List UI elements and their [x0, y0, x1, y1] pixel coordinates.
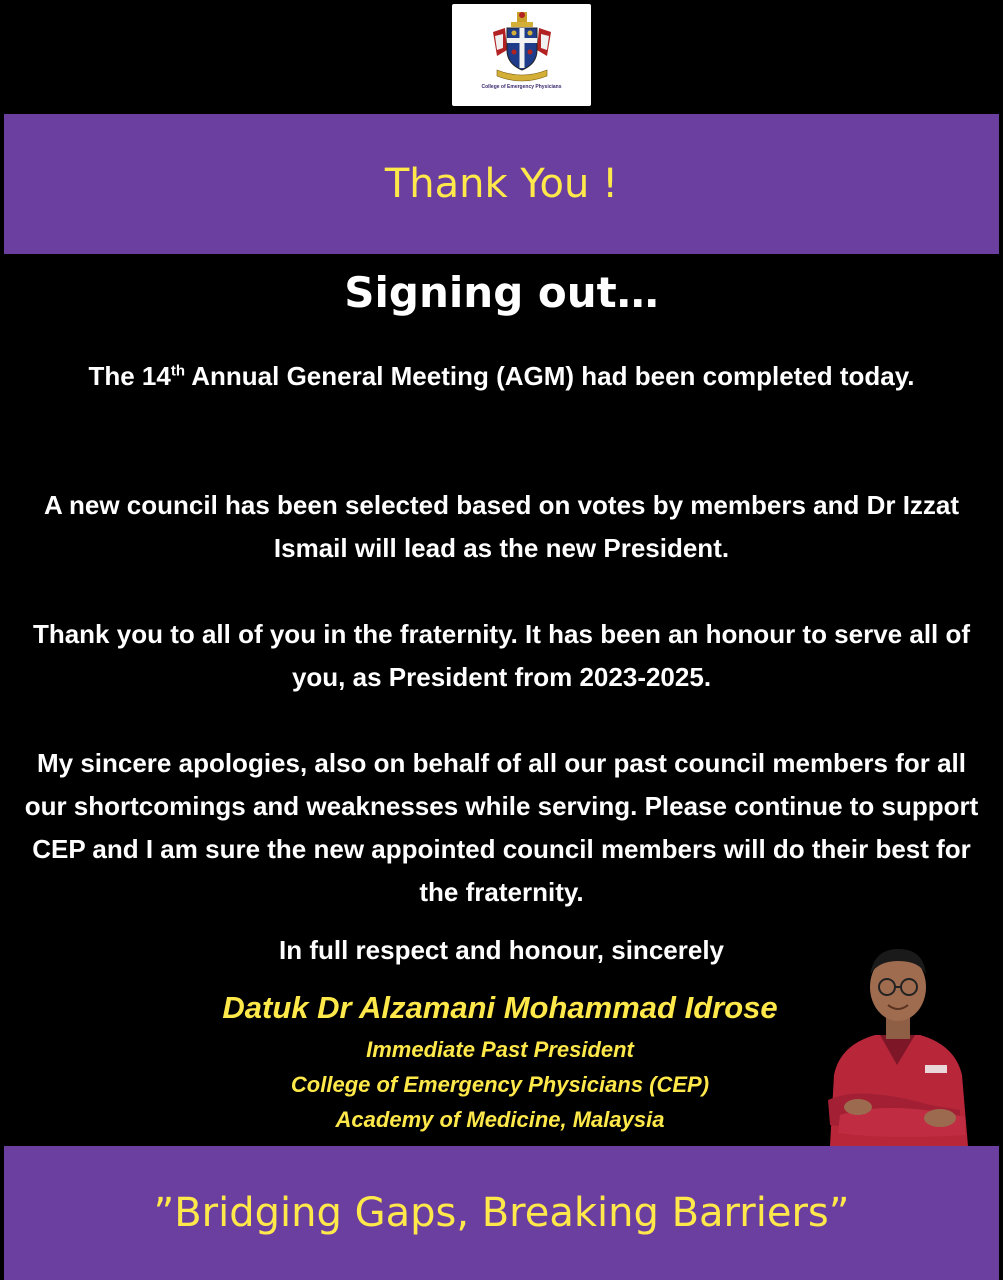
signatory-role: Immediate Past President: [366, 1037, 634, 1062]
thank-you-banner: [4, 114, 999, 254]
coat-of-arms-icon: [489, 10, 555, 82]
new-council-paragraph: A new council has been selected based on votes by members and Dr Izzat Ismail will lead as the new President.: [43, 490, 960, 563]
college-logo: [452, 4, 591, 106]
closing-line: In full respect and honour, sincerely: [279, 935, 724, 965]
signatory-academy: Academy of Medicine, Malaysia: [335, 1107, 665, 1132]
apology-paragraph: My sincere apologies, also on behalf of all our past council members for all our shortcomings and weaknesses while serving. Please continue to support CEP and I am sure the new appointed council members will do their best for the fraternity.: [24, 748, 979, 907]
page-heading: Signing out…: [344, 268, 659, 317]
thanks-paragraph: Thank you to all of you in the fraternity. It has been an honour to serve all of you, as President from 2023-2025.: [32, 619, 971, 692]
agm-text-start: The 14: [88, 361, 171, 391]
motto-banner: [4, 1146, 999, 1280]
agm-text-end: Annual General Meeting (AGM) had been completed today.: [185, 361, 915, 391]
thank-you-text: Thank You !: [384, 161, 619, 207]
signatory-name: Datuk Dr Alzamani Mohammad Idrose: [222, 990, 778, 1025]
logo-caption: College of Emergency Physicians: [481, 84, 562, 90]
signatory-organization: College of Emergency Physicians (CEP): [290, 1072, 710, 1097]
president-portrait: [820, 935, 975, 1146]
motto-text: ”Bridging Gaps, Breaking Barriers”: [153, 1190, 850, 1236]
agm-paragraph: [20, 355, 983, 398]
ordinal-suffix: th: [170, 362, 185, 380]
